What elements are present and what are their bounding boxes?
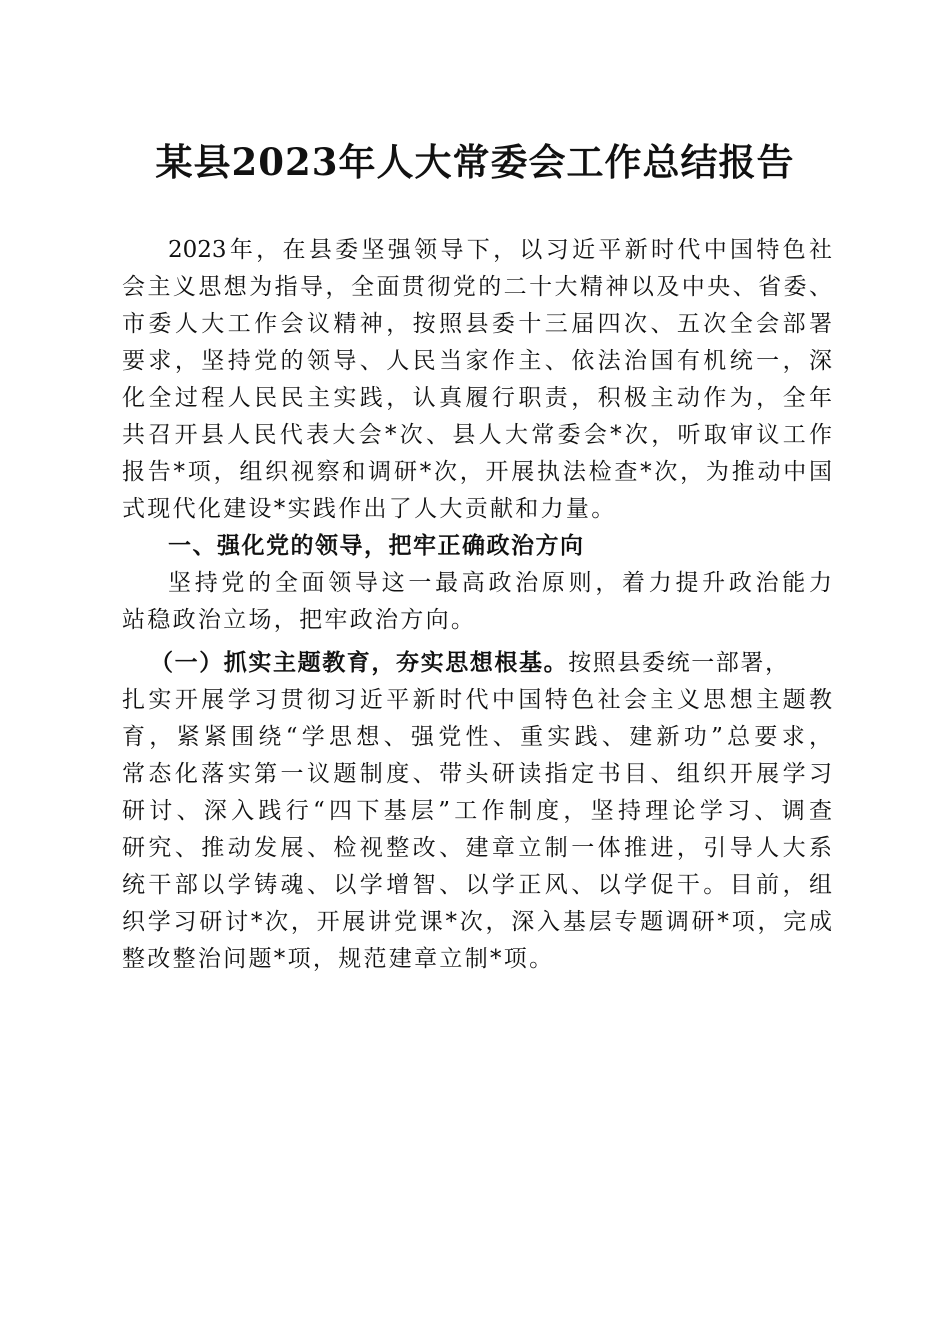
section-line: 坚持党的全面领导这一最高政治原则，着力提升政治能力 <box>168 570 832 596</box>
subsection-line: 统干部以学铸魂、以学增智、以学正风、以学促干。目前，组 <box>122 872 832 898</box>
section-line: 站稳政治立场，把牢政治方向。 <box>122 607 477 633</box>
subsection-line: 研讨、深入践行“四下基层”工作制度，坚持理论学习、调查 <box>122 798 832 824</box>
subsection-line: 扎实开展学习贯彻习近平新时代中国特色社会主义思想主题教 <box>122 687 832 713</box>
subsection-line: 育，紧紧围绕“学思想、强党性、重实践、建新功”总要求， <box>122 724 832 750</box>
section-heading: 一、强化党的领导，把牢正确政治方向 <box>168 533 585 559</box>
intro-line: 会主义思想为指导，全面贯彻党的二十大精神以及中央、省委、 <box>122 274 832 300</box>
intro-line: 2023年，在县委坚强领导下，以习近平新时代中国特色社 <box>168 237 832 263</box>
document-title: 某县2023年人大常委会工作总结报告 <box>155 140 795 184</box>
subsection-title: （一）抓实主题教育，夯实思想根基。 <box>150 649 569 676</box>
subsection-line: 常态化落实第一议题制度、带头研读指定书目、组织开展学习 <box>122 761 832 787</box>
subsection-line: 整改整治问题*项，规范建章立制*项。 <box>122 946 555 972</box>
intro-line: 要求，坚持党的领导、人民当家作主、依法治国有机统一，深 <box>122 348 832 374</box>
intro-line: 市委人大工作会议精神，按照县委十三届四次、五次全会部署 <box>122 311 832 337</box>
intro-line: 共召开县人民代表大会*次、县人大常委会*次，听取审议工作 <box>122 422 832 448</box>
subsection-line: 研究、推动发展、检视整改、建章立制一体推进，引导人大系 <box>122 835 832 861</box>
intro-line: 式现代化建设*实践作出了人大贡献和力量。 <box>122 496 617 522</box>
subsection-first-line <box>150 645 832 681</box>
subsection-line: 织学习研讨*次，开展讲党课*次，深入基层专题调研*项，完成 <box>122 909 832 935</box>
intro-line: 化全过程人民民主实践，认真履行职责，积极主动作为，全年 <box>122 385 832 411</box>
subsection-text: 按照县委统一部署， <box>568 650 790 676</box>
intro-line: 报告*项，组织视察和调研*次，开展执法检查*次，为推动中国 <box>122 459 832 485</box>
